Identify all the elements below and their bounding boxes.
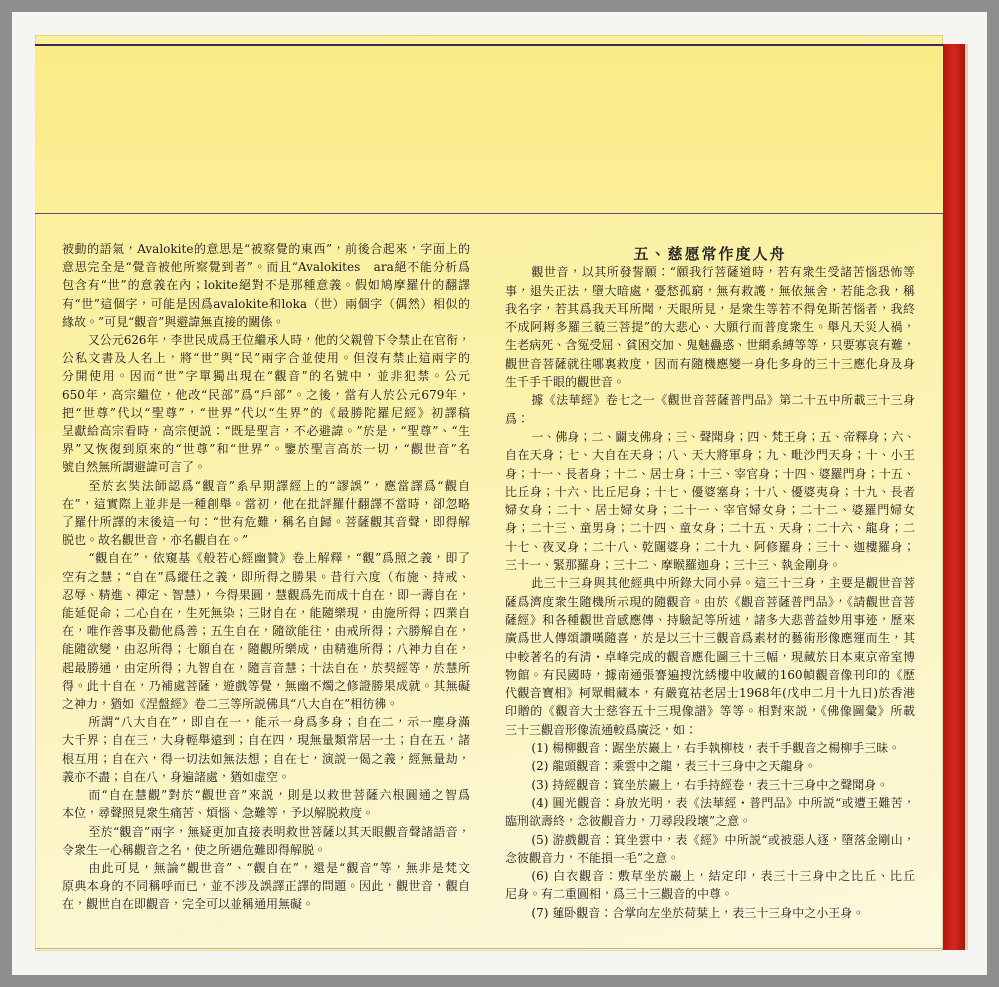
text-line: 至於玄奘法師認爲“觀音”系早期譯經上的“謬誤”，應當譯爲“觀自	[88, 478, 470, 493]
text-line: 生老病死、含冤受屈、貧困交加、鬼魅蠱惑、世網系縛等等，只要寡哀有難，	[505, 338, 915, 353]
text-line: 在，唯作善事及勸他爲善；五生自在，隨欲能往，由戒所得；六勝解自在，	[62, 624, 470, 639]
text-line: 身；二十三、童男身；二十四、童女身；二十五、天身；二十六、龍身；二	[505, 521, 915, 536]
text-line: 緣故。”可見“觀音”與避諱無直接的關係。	[62, 314, 285, 329]
text-line: 公私文書及人名上，將“世”與“民”兩字合並使用。但沒有禁止這兩字的	[62, 351, 470, 366]
paragraph	[62, 331, 470, 477]
paragraph	[505, 794, 915, 831]
paragraph	[505, 776, 915, 794]
paragraph	[505, 428, 915, 574]
header-top-rule	[35, 44, 943, 46]
paragraph	[505, 867, 915, 904]
text-line: 號自然無所謂避諱可言了。	[62, 460, 207, 475]
text-line: 物館。有民國時，據南通張謇遍搜沈綉樓中收藏的160幀觀音像刊印的《歷	[505, 667, 915, 682]
text-line: 自在天身；七、大自在天身；八、天大將軍身；九、毗沙門天身；十、小王	[505, 448, 915, 463]
section-heading: 五、慈愿常作度人舟	[633, 245, 787, 263]
paragraph	[505, 831, 915, 868]
text-line: 據《法華經》卷七之一《觀世音菩薩普門品》第二十五中所載三十三身	[531, 393, 915, 408]
text-line: 身；十一、長者身；十二、居士身；十三、宰官身；十四、婆羅門身；十五、	[505, 466, 915, 481]
text-line: 中較著名的有清・卓峰完成的觀音應化圖三十三幅，現藏於日本東京帝室博	[505, 649, 915, 664]
text-line: 此三十三身與其他經典中所錄大同小异。這三十三身，主要是觀世音菩	[531, 576, 915, 591]
text-line: 得。此十自在，乃補處菩薩，遊戲等覺，無幽不燭之修證勝果成就。其無礙	[62, 678, 470, 693]
paragraph	[62, 859, 470, 914]
text-line: 在”，這實際上並非是一種創舉。當初，他在批評羅什翻譯不當時，卻忽略	[62, 496, 470, 511]
text-line: 有“世”這個字，可能是因爲avalokite和loka（世）兩個字（偶然）相似的	[62, 296, 470, 311]
text-line: 所謂“八大自在”，即自在一，能示一身爲多身；自在二，示一塵身滿	[88, 715, 470, 730]
text-line: 被動的語氣，Avalokite的意思是“被察覺的東西”，前後合起來，字面上的	[62, 242, 470, 256]
text-line: 觀世音菩薩就往哪裏救度，因而有隨機應變一身化多身的三十三應化身及身	[505, 356, 915, 371]
text-line: 之神力，猶如《涅盤經》卷二三等所説佛具“八大自在”相彷彿。	[62, 697, 399, 712]
strip-edge-line	[965, 44, 968, 950]
text-line: “觀自在”，依窺基《般若心經幽贊》卷上解釋，“觀”爲照之義，即了	[88, 551, 470, 566]
text-line: (6) 白衣觀音：敷草坐於巖上，結定印，表三十三身中之比丘、比丘	[531, 869, 915, 884]
paragraph	[62, 713, 470, 786]
text-line: 臨刑欲壽終，念彼觀音力，刀尋段段壞”之意。	[505, 814, 752, 829]
paragraph	[62, 823, 470, 859]
paragraph	[505, 574, 915, 739]
text-line: 包含有“世”的意義在內；lokite絕對不是那種意義。假如鳩摩羅什的翻譯	[62, 278, 470, 293]
text-line: 650年，高宗繼位，他改“民部”爲“户部”。之後，當有人於公元679年，	[62, 387, 470, 402]
text-line: 本位，尋聲照見衆生痛苦、煩惱、急難等，予以解脱救度。	[62, 806, 375, 821]
text-line: 一、佛身；二、闢支佛身；三、聲聞身；四、梵王身；五、帝釋身；六、	[531, 429, 916, 444]
text-line: 念彼觀音力，不能損一毛”之意。	[505, 850, 680, 865]
text-line: 原典本身的不同稱呼而已，並不涉及誤譯正譯的問題。因此，觀世音，觀自	[62, 879, 470, 894]
text-line: 尼身。有二重圓相，爲三十三觀音的中尊。	[505, 887, 734, 902]
text-line: 婦女身；二十、居士婦女身；二十一、宰官婦女身；二十二、婆羅門婦女	[505, 503, 915, 518]
text-line: 三十一、緊那羅身；三十二、摩睺羅迦身；三十三、執金剛身。	[505, 558, 842, 573]
text-line: 薩爲濟度衆生隨機所示現的隨觀音。由於《觀音菩薩普門品》，《請觀世音菩	[505, 594, 915, 609]
text-line: 爲：	[505, 411, 530, 426]
text-line: (7) 蓮卧觀音：合掌向左坐於荷葉上，表三十三身中之小王身。	[531, 905, 865, 920]
paragraph	[62, 477, 470, 550]
header-band	[35, 46, 943, 213]
text-line: 我名字，若其爲我天耳所聞，天眼所見，是衆生等若不得免斯苦惱者，我終	[505, 301, 915, 316]
red-edge-strip	[943, 44, 965, 950]
text-line: 脱也。故名觀世音，亦名觀自在。”	[62, 533, 249, 548]
text-line: 呈獻給高宗看時，高宗便説：“既是聖言，不必避諱。”於是，“聖尊”、“生	[62, 424, 470, 439]
header-bottom-rule	[35, 213, 943, 214]
text-line: 三十三觀音形像流通較爲廣泛，如：	[505, 722, 698, 737]
text-line: 事，退失正法，墮大暗處，憂愁孤窮，無有救護，無依無舍，若能念我，稱	[505, 283, 915, 298]
right-column-body	[505, 263, 915, 922]
footer-rule	[35, 948, 943, 949]
paragraph	[505, 757, 915, 775]
text-line: 代觀音寶相》柯眾輯藏本，有嚴寬祜老居士1968年(戊申二月十九日)於香港	[505, 686, 915, 701]
paragraph	[62, 549, 470, 713]
text-line: 令衆生一心稱觀音之名，使之所遇危難即得解脱。	[62, 842, 327, 857]
paragraph	[505, 739, 915, 757]
text-line: 印贈的《觀音大士慈容五十三現像譜》等等。相對來説，《佛像圖彙》所載	[505, 704, 915, 719]
text-line: 不成阿耨多羅三藐三菩提”的大悲心、大願行而普度衆生。舉凡天災人禍，	[505, 320, 915, 335]
text-line: 界”又恢復到原來的“世尊”和“世界”。鑒於聖言高於一切，“觀世音”名	[62, 442, 470, 457]
paragraph	[62, 786, 470, 822]
paragraph	[505, 263, 915, 391]
text-line: (3) 持經觀音：箕坐於巖上，右手持經卷，表三十三身中之聲聞身。	[531, 777, 889, 792]
text-line: 根互用；自在六，得一切法如無法想；自在七，演説一偈之義，經無量劫，	[62, 751, 470, 766]
text-line: 至於“觀音”兩字，無疑更加直接表明救世菩薩以其天眼觀音聲諸語音，	[88, 824, 470, 839]
left-column	[62, 240, 470, 914]
text-line: 義亦不盡；自在八，身遍諸處，猶如虚空。	[62, 769, 291, 784]
text-line: (1) 楊柳觀音：踞坐於巖上，右手執柳枝，表千手觀音之楊柳手三昧。	[531, 741, 901, 756]
text-line: (2) 龍頭觀音：乘雲中之龍，表三十三身中之天龍身。	[531, 759, 817, 774]
text-line: 由此可見，無論“觀世音”、“觀自在”，還是“觀音”等，無非是梵文	[88, 860, 470, 875]
paragraph	[505, 904, 915, 922]
paragraph	[62, 240, 470, 331]
text-line: 能延促命；二心自在，生死無染；三財自在，能隨樂現，由施所得；四業自	[62, 606, 470, 621]
text-line: 了羅什所譯的末後這一句：“世有危難，稱名自歸。菩薩觀其音聲，即得解	[62, 515, 470, 530]
text-line: 生千手千眼的觀世音。	[505, 375, 626, 390]
text-line: 大千界；自在三，大身輕舉遠到；自在四，現無量類常居一土；自在五，諸	[62, 733, 470, 748]
text-line: 把“世尊”代以“聖尊”，“世界”代以“生界”的《最勝陀羅尼經》初譯稿	[62, 405, 470, 420]
text-line: (5) 游戲觀音：箕坐雲中，表《經》中所説“或被惡人逐，墮落金剛山，	[531, 832, 915, 847]
text-line: (4) 圓光觀音：身放光明，表《法華經・普門品》中所説“或遭王難苦，	[531, 795, 915, 810]
text-line: 在，觀世自在即觀音，完全可以並稱通用無礙。	[62, 897, 315, 912]
text-line: 比丘身；十六、比丘尼身；十七、優婆塞身；十八、優婆夷身；十九、長者	[505, 484, 915, 499]
paragraph	[505, 391, 915, 428]
text-line: 而“自在慧觀”對於“觀世音”來説，則是以救世菩薩六根圓通之智爲	[88, 788, 470, 803]
right-column	[505, 245, 915, 922]
text-line: 空有之慧；“自在”爲縱任之義，即所得之勝果。昔行六度（布施、持戒、	[62, 569, 470, 584]
text-line: 分開使用。因而“世”字單獨出現在“觀音”的名號中，並非犯禁。公元	[62, 369, 470, 384]
text-line: 能隨欲變，由忍所得；七願自在，隨觀所樂成，由精進所得；八神力自在，	[62, 642, 470, 657]
text-line: 薩經》和各種觀世音感應傳、持驗記等所述，諸多大悲普益妙用事迹，歷來	[505, 612, 915, 627]
text-line: 起最勝通，由定所得；九智自在，隨言音慧；十法自在，於契經等，於慧所	[62, 660, 470, 675]
text-line: 十七、夜叉身；二十八、乾闥婆身；二十九、阿修羅身；三十、迦樓羅身；	[505, 539, 915, 554]
text-line: 又公元626年，李世民成爲王位繼承人時，他的父親曾下令禁止在官衔，	[87, 333, 470, 348]
text-line: 忍辱、精進、禪定、智慧），今得果圓，慧觀爲先而成十自在，即一壽自在，	[62, 587, 470, 602]
text-line: 觀世音，以其所發誓願：“願我行菩薩道時，若有衆生受諸苦惱恐怖等	[531, 265, 915, 280]
text-line: 意思完全是“覺音被他所察覺到者”。而且“Avalokites ara絕不能分析爲	[62, 260, 470, 275]
text-line: 廣爲世人傳頌讚嘆隨喜，於是以三十三觀音爲素材的藝術形像應運而生，其	[505, 631, 915, 646]
